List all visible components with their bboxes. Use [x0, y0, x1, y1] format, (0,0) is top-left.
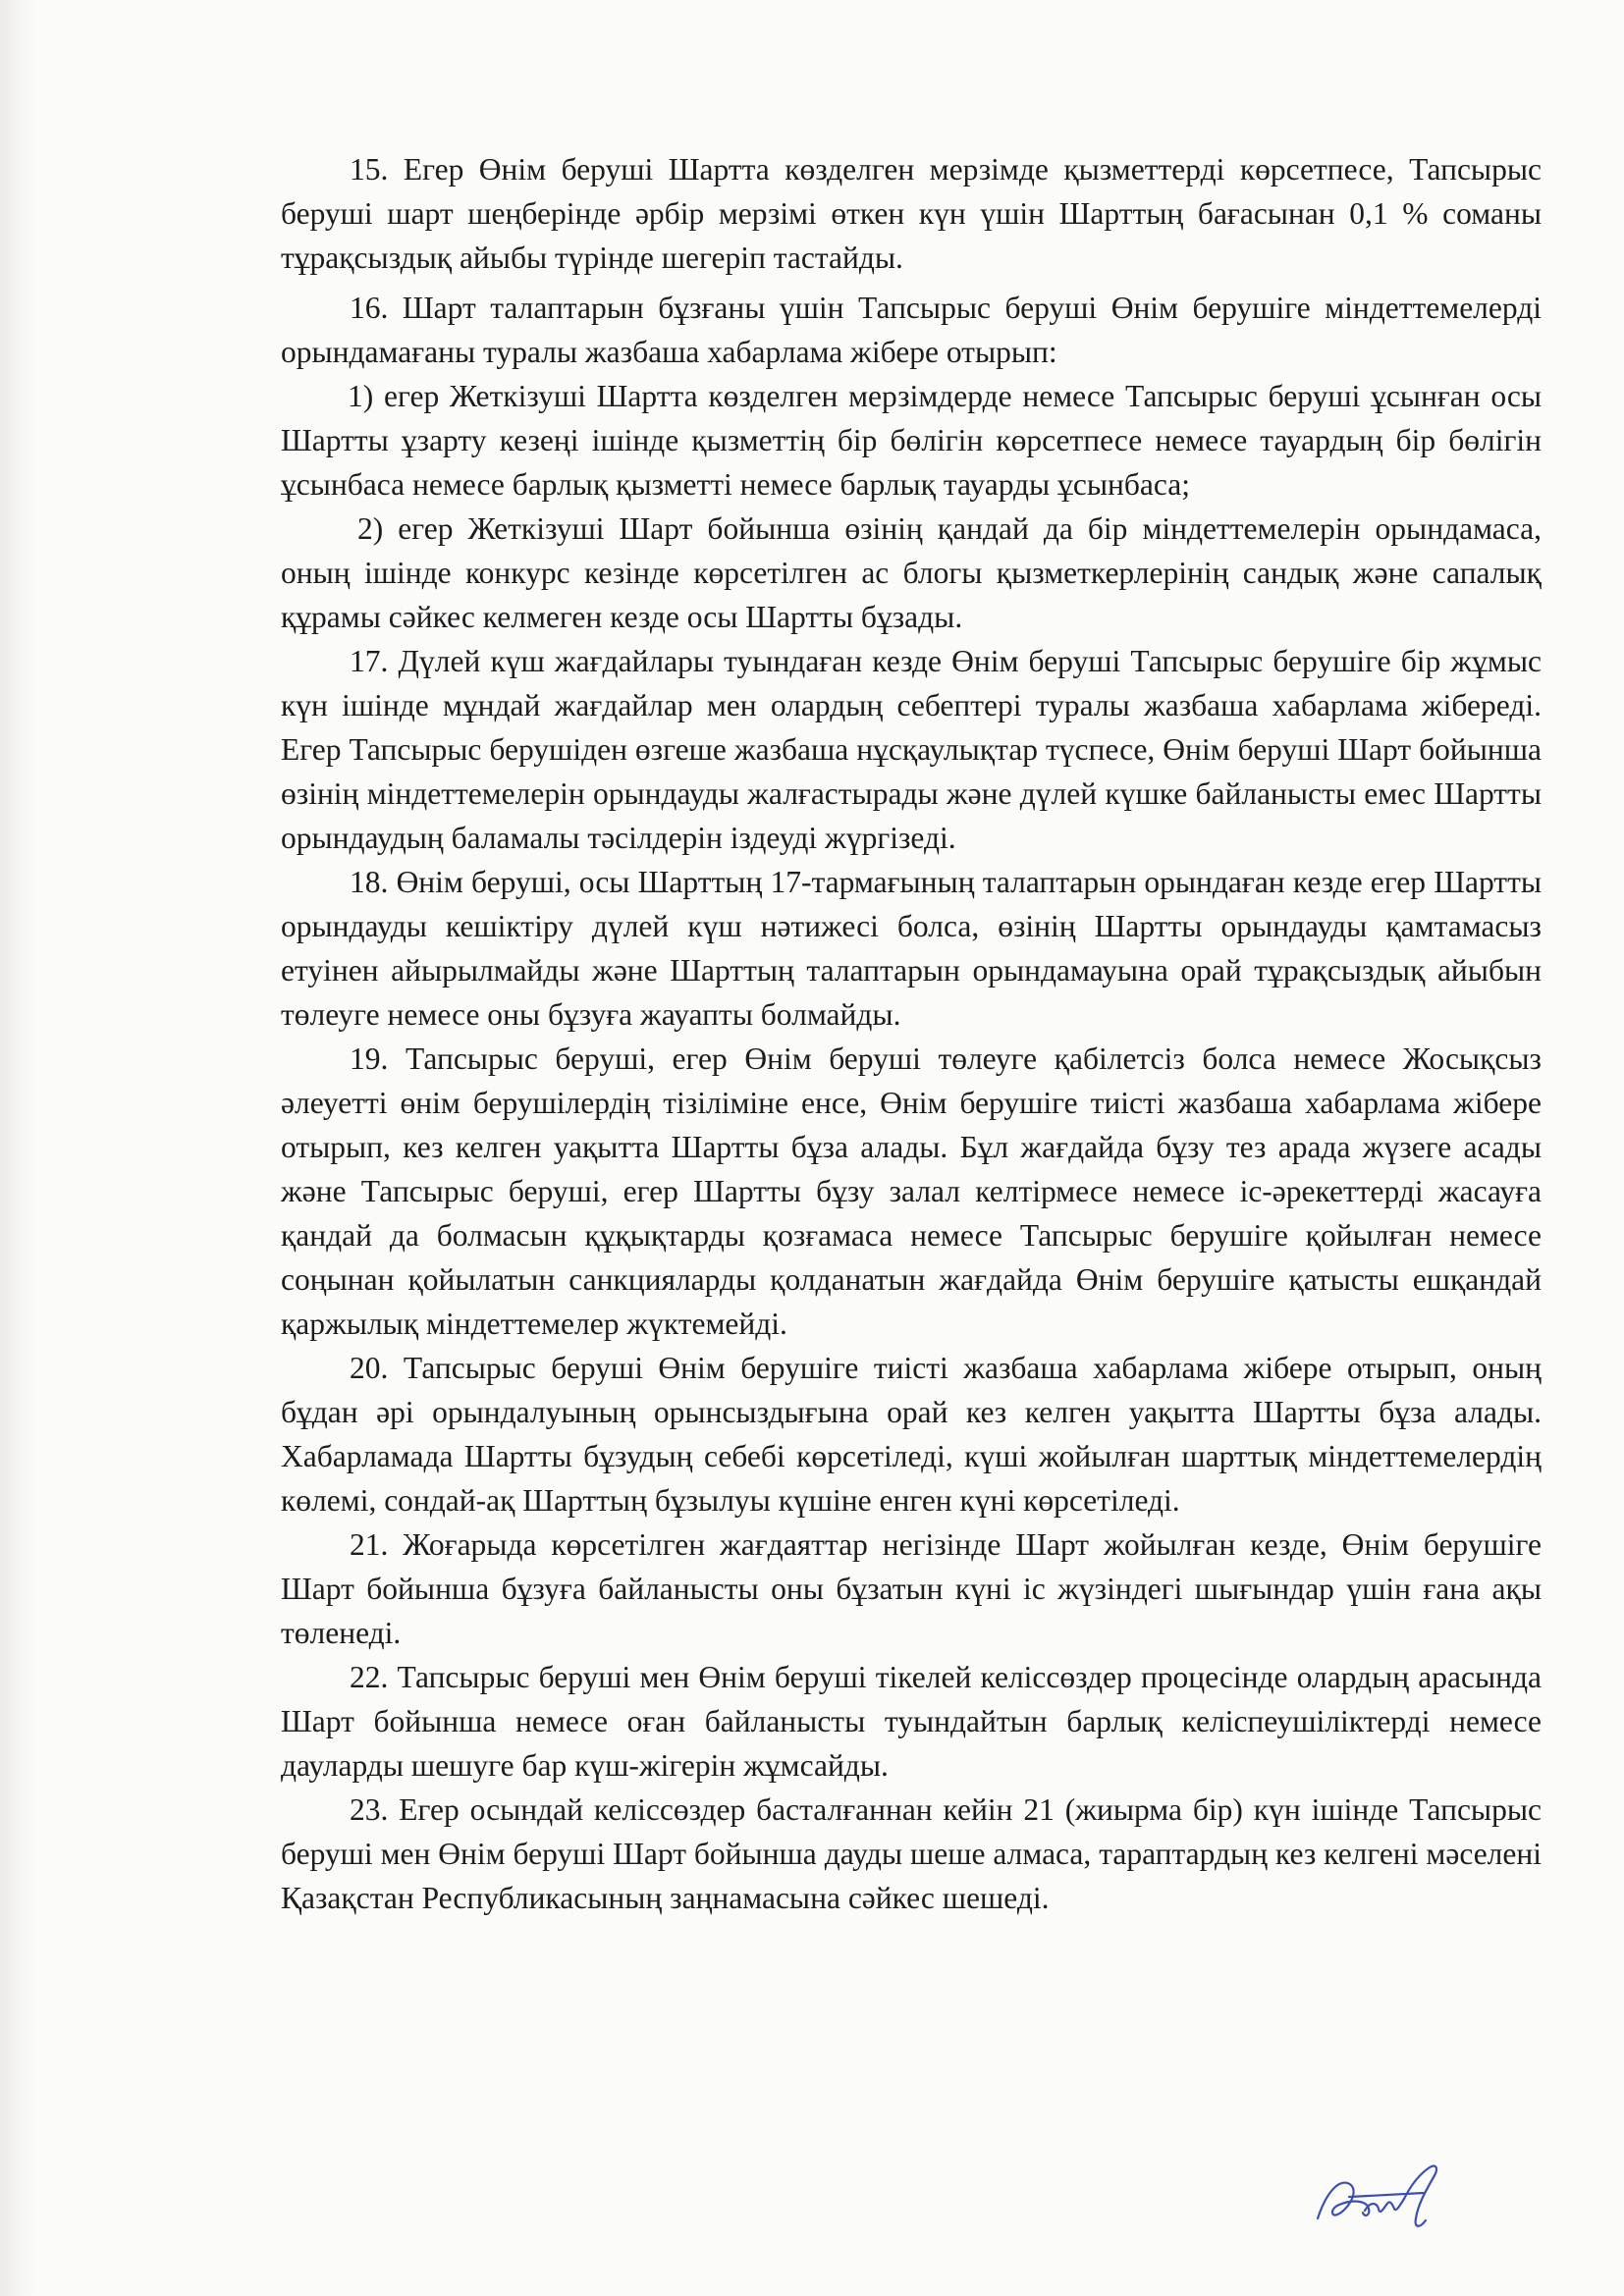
clause-20: 20. Тапсырыс беруші Өнім берушіге тиісті жазбаша хабарлама жібере отырып, оның бұдан әрі орындалуының орынсыздығына орай кез келген уақытта Шартты бұза алады. Хабарламада Шартты бұзудың себебі көрсетіледі, күші жойылған шарттық міндеттемелердің көлемі, сондай-ақ Шарттың бұзылуы күшіне енген күні көрсетіледі. [281, 1351, 1542, 1518]
clause-17: 17. Дүлей күш жағдайлары туындаған кезде Өнім беруші Тапсырыс берушіге бір жұмыс күн ішінде мұндай жағдайлар мен олардың себептері туралы жазбаша хабарлама жібереді. Егер Тапсырыс берушіден өзгеше жазбаша нұсқаулықтар түспесе, Өнім беруші Шарт бойынша өзінің міндеттемелерін орындауды жалғастырады және дүлей күшке байланысты емес Шартты орындаудың баламалы тәсілдерін іздеуді жүргізеді. [281, 644, 1542, 855]
signature-icon [1308, 2150, 1455, 2238]
clause-15: 15. Егер Өнім беруші Шартта көзделген мерзімде қызметтерді көрсетпесе, Тапсырыс беруші шарт шеңберінде әрбір мерзімі өткен күн үшін Шарттың бағасынан 0,1 % соманы тұрақсыздық айыбы түрінде шегеріп тастайды. [281, 152, 1542, 275]
clause-18: 18. Өнім беруші, осы Шарттың 17-тармағының талаптарын орындаған кезде егер Шартты орындауды кешіктіру дүлей күш нәтижесі болса, өзінің Шартты орындауды қамтамасыз етуінен айырылмайды және Шарттың талаптарын орындамауына орай тұрақсыздық айыбын төлеуге немесе оны бұзуға жауапты болмайды. [281, 865, 1542, 1032]
clause-21: 21. Жоғарыда көрсетілген жағдаяттар негізінде Шарт жойылған кезде, Өнім берушіге Шарт бойынша бұзуға байланысты оны бұзатын күні іс жүзіндегі шығындар үшін ғана ақы төленеді. [281, 1527, 1542, 1650]
contract-body [281, 147, 1542, 1920]
clause-16-item-1: 1) егер Жеткізуші Шартта көзделген мерзімдерде немесе Тапсырыс беруші ұсынған осы Шартты ұзарту кезеңі ішінде қызметтің бір бөлігін көрсетпесе немесе тауардың бір бөлігін ұсынбаса немесе барлық қызметті немесе барлық тауарды ұсынбаса; [281, 379, 1542, 502]
scan-edge-shadow [0, 0, 39, 2296]
clause-16-item-2: 2) егер Жеткізуші Шарт бойынша өзінің қандай да бір міндеттемелерін орындамаса, оның ішінде конкурс кезінде көрсетілген ас блогы қызметкерлерінің сандық және сапалық құрамы сәйкес келмеген кезде осы Шартты бұзады. [281, 511, 1542, 634]
clause-16: 16. Шарт талаптарын бұзғаны үшін Тапсырыс беруші Өнім берушіге міндеттемелерді орындамағаны туралы жазбаша хабарлама жібере отырып: [281, 291, 1542, 369]
clause-23: 23. Егер осындай келіссөздер басталғаннан кейін 21 (жиырма бір) күн ішінде Тапсырыс беруші мен Өнім беруші Шарт бойынша дауды шеше алмаса, тараптардың кез келгені мәселені Қазақстан Республикасының заңнамасына сәйкес шешеді. [281, 1792, 1542, 1915]
clause-22: 22. Тапсырыс беруші мен Өнім беруші тікелей келіссөздер процесінде олардың арасында Шарт бойынша немесе оған байланысты туындайтын барлық келіспеушіліктерді немесе дауларды шешуге бар күш-жігерін жұмсайды. [281, 1660, 1542, 1783]
clause-19: 19. Тапсырыс беруші, егер Өнім беруші төлеуге қабілетсіз болса немесе Жосықсыз әлеуетті өнім берушілердің тізіліміне енсе, Өнім берушіге тиісті жазбаша хабарлама жібере отырып, кез келген уақытта Шартты бұза алады. Бұл жағдайда бұзу тез арада жүзеге асады және Тапсырыс беруші, егер Шартты бұзу залал келтірмесе немесе іс-әрекеттерді жасауға қандай да болмасын құқықтарды қозғамаса немесе Тапсырыс берушіге қойылған немесе соңынан қойылатын санкцияларды қолданатын жағдайда Өнім берушіге қатысты ешқандай қаржылық міндеттемелер жүктемейді. [281, 1041, 1542, 1341]
